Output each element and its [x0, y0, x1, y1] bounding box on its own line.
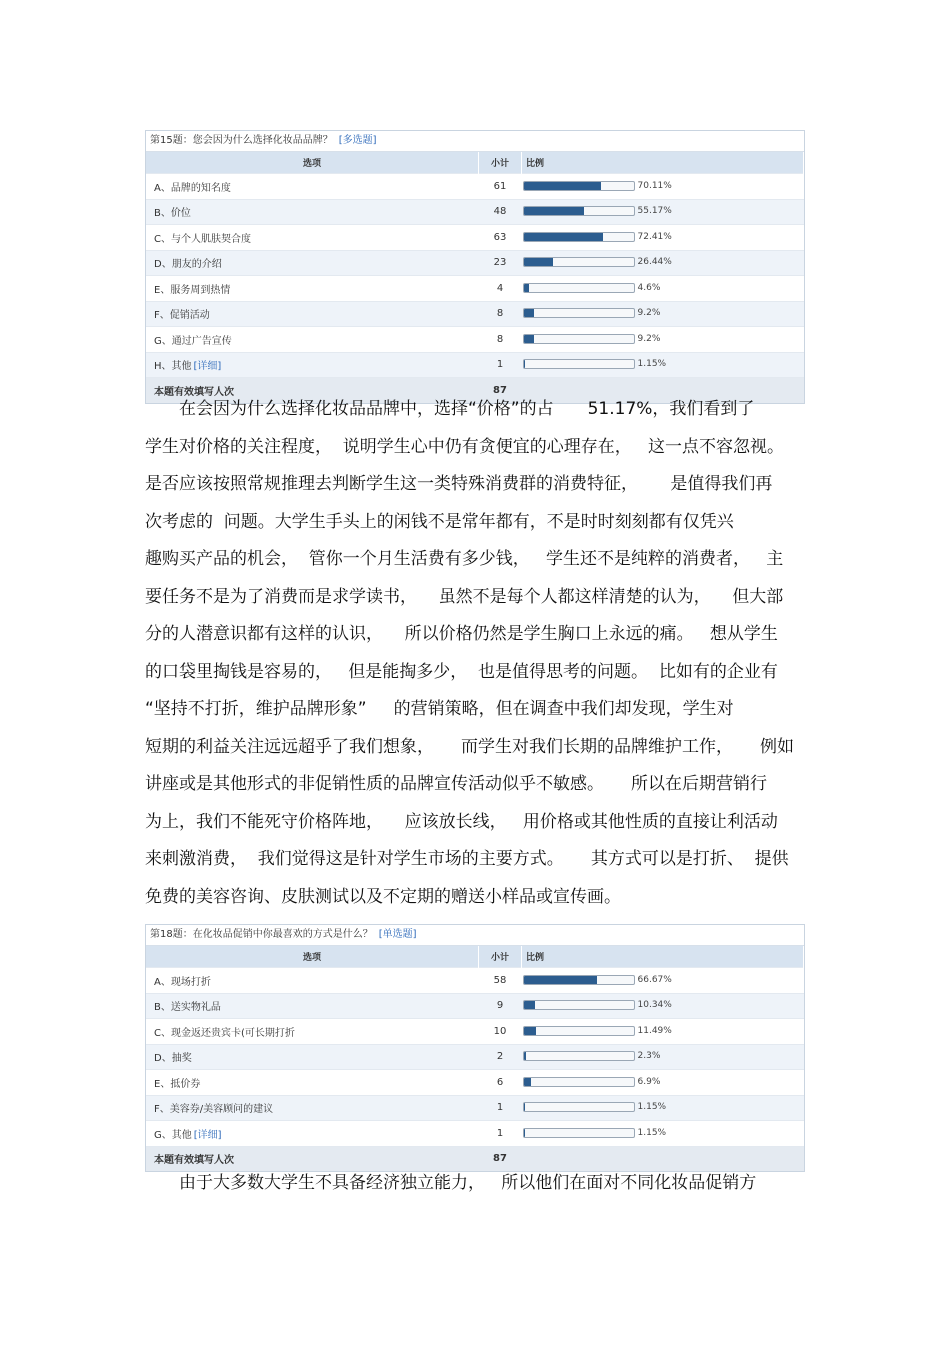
survey-table-q15 [145, 130, 805, 404]
progress-bar-fill [524, 233, 604, 241]
progress-bar [523, 1000, 635, 1010]
progress-bar [523, 206, 635, 216]
percentage-label: 55.17% [637, 206, 672, 217]
ratio-cell [522, 225, 804, 251]
text-line: 次考虑的 问题。大学生手头上的闲钱不是常年都有，不是时时刻刻都有仅凭兴 [145, 511, 734, 532]
option-label: H、其他 [154, 361, 192, 373]
percentage-label: 1.15% [637, 1127, 667, 1138]
count-cell: 8 [479, 327, 522, 353]
results-table [146, 946, 804, 1171]
count-cell: 23 [479, 250, 522, 276]
option-label: D、抽奖 [154, 1053, 192, 1065]
progress-bar [523, 257, 635, 267]
option-cell [146, 250, 479, 276]
progress-bar [523, 1102, 635, 1112]
ratio-cell [522, 1121, 804, 1147]
option-label: E、服务周到热情 [154, 284, 231, 296]
option-label: D、朋友的介绍 [154, 259, 222, 271]
percentage-label: 26.44% [637, 257, 672, 268]
table-row [146, 276, 804, 302]
detail-link[interactable]: [详细] [193, 361, 222, 373]
percentage-label: 9.2% [637, 333, 661, 344]
table-row [146, 993, 804, 1019]
count-cell: 10 [479, 1019, 522, 1045]
option-label: G、通过广告宣传 [154, 335, 232, 347]
progress-bar-fill [524, 976, 597, 984]
detail-link[interactable]: [详细] [193, 1129, 222, 1141]
table-row [146, 968, 804, 994]
percentage-label: 9.2% [637, 308, 661, 319]
ratio-cell [522, 968, 804, 994]
progress-bar [523, 1026, 635, 1036]
option-cell [146, 1019, 479, 1045]
body-paragraph-1 [145, 391, 810, 916]
percentage-label: 2.3% [637, 1051, 661, 1062]
table-row [146, 1121, 804, 1147]
text-line: “坚持不打折，维护品牌形象” 的营销策略，但在调查中我们却发现，学生对 [145, 699, 734, 719]
text-line: 免费的美容咨询、皮肤测试以及不定期的赠送小样品或宣传画。 [145, 886, 621, 907]
count-cell: 63 [479, 225, 522, 251]
progress-bar [523, 334, 635, 344]
progress-bar [523, 1077, 635, 1087]
progress-bar-fill [524, 309, 534, 317]
progress-bar [523, 283, 635, 293]
question-type-tag[interactable]: [多选题] [338, 135, 377, 146]
count-cell: 48 [479, 199, 522, 225]
ratio-cell [522, 352, 804, 378]
progress-bar-fill [524, 1103, 525, 1111]
table-row [146, 1070, 804, 1096]
header-count[interactable]: 小计 [479, 946, 522, 968]
option-cell [146, 276, 479, 302]
count-cell: 58 [479, 968, 522, 994]
question-type-tag[interactable]: [单选题] [378, 929, 417, 940]
progress-bar-fill [524, 182, 601, 190]
table-row [146, 301, 804, 327]
ratio-cell [522, 1019, 804, 1045]
progress-bar [523, 232, 635, 242]
ratio-cell [522, 301, 804, 327]
ratio-cell [522, 327, 804, 353]
option-label: C、与个人肌肤契合度 [154, 233, 251, 245]
header-count[interactable]: 小计 [479, 152, 522, 174]
ratio-cell [522, 993, 804, 1019]
count-cell: 4 [479, 276, 522, 302]
progress-bar-fill [524, 207, 585, 215]
table-row [146, 327, 804, 353]
progress-bar-fill [524, 1052, 527, 1060]
progress-bar-fill [524, 360, 525, 368]
progress-bar [523, 181, 635, 191]
progress-bar [523, 308, 635, 318]
question-title [146, 925, 804, 946]
option-cell [146, 1095, 479, 1121]
option-label: A、品牌的知名度 [154, 182, 231, 194]
progress-bar-fill [524, 1129, 525, 1137]
progress-bar-fill [524, 1078, 532, 1086]
option-label: F、促销活动 [154, 310, 210, 322]
percentage-label: 70.11% [637, 180, 672, 191]
body-paragraph-2 [145, 1165, 810, 1203]
progress-bar-fill [524, 258, 553, 266]
option-label: E、抵价券 [154, 1078, 201, 1090]
option-cell [146, 174, 479, 200]
text-line: 来刺激消费， 我们觉得这是针对学生市场的主要方式。 其方式可以是打折、 提供 [145, 849, 789, 869]
header-option[interactable]: 选项 [146, 946, 479, 968]
progress-bar-fill [524, 1001, 535, 1009]
table-row [146, 174, 804, 200]
results-table [146, 152, 804, 403]
percentage-label: 66.67% [637, 974, 672, 985]
option-cell [146, 1070, 479, 1096]
table-row [146, 250, 804, 276]
percentage-label: 4.6% [637, 282, 661, 293]
table-row [146, 225, 804, 251]
text-line: 趣购买产品的机会， 管你一个月生活费有多少钱， 学生还不是纯粹的消费者， 主 [145, 549, 784, 569]
ratio-cell [522, 199, 804, 225]
count-cell: 6 [479, 1070, 522, 1096]
text-line: 学生对价格的关注程度， 说明学生心中仍有贪便宜的心理存在， 这一点不容忽视。 [145, 436, 785, 457]
percentage-label: 11.49% [637, 1025, 672, 1036]
ratio-cell [522, 1070, 804, 1096]
ratio-cell [522, 174, 804, 200]
count-cell: 1 [479, 1095, 522, 1121]
option-cell [146, 1121, 479, 1147]
option-label: G、其他 [154, 1129, 192, 1141]
count-cell: 9 [479, 993, 522, 1019]
progress-bar [523, 1051, 635, 1061]
progress-bar [523, 1128, 635, 1138]
option-cell [146, 1044, 479, 1070]
text-line: 为上，我们不能死守价格阵地， 应该放长线， 用价格或其他性质的直接让利活动 [145, 811, 778, 832]
option-label: C、现金返还贵宾卡(可长期打折 [154, 1027, 295, 1039]
header-ratio: 比例 [522, 946, 804, 968]
table-row [146, 352, 804, 378]
count-cell: 8 [479, 301, 522, 327]
table-row [146, 1095, 804, 1121]
question-title-text: 第15题：您会因为什么选择化妆品品牌？ [150, 135, 333, 146]
count-cell: 61 [479, 174, 522, 200]
option-cell [146, 225, 479, 251]
total-label: 本题有效填写人次 [146, 378, 479, 403]
table-row [146, 1044, 804, 1070]
text-line: 是否应该按照常规推理去判断学生这一类特殊消费群的消费特征， 是值得我们再 [145, 474, 773, 494]
table-row [146, 1019, 804, 1045]
progress-bar-fill [524, 335, 534, 343]
total-label: 本题有效填写人次 [146, 1146, 479, 1171]
option-cell [146, 993, 479, 1019]
survey-table-q18 [145, 924, 805, 1172]
text-line: 分的人潜意识都有这样的认识， 所以价格仍然是学生胸口上永远的痛。 想从学生 [145, 624, 778, 644]
percentage-label: 10.34% [637, 1000, 672, 1011]
ratio-cell [522, 1044, 804, 1070]
text-line: 由于大多数大学生不具备经济独立能力， 所以他们在面对不同化妆品促销方 [145, 1173, 757, 1193]
option-label: B、价位 [154, 208, 191, 220]
progress-bar-fill [524, 1027, 537, 1035]
ratio-cell [522, 250, 804, 276]
text-line: 短期的利益关注远远超乎了我们想象， 而学生对我们长期的品牌维护工作， 例如 [145, 736, 795, 757]
percentage-label: 6.9% [637, 1076, 661, 1087]
option-cell [146, 968, 479, 994]
count-cell: 2 [479, 1044, 522, 1070]
option-label: F、美容券/美容顾问的建议 [154, 1104, 274, 1116]
total-count: 87 [479, 378, 522, 403]
option-cell [146, 352, 479, 378]
question-title-text: 第18题：在化妆品促销中你最喜欢的方式是什么？ [150, 929, 373, 940]
text-line: 的口袋里掏钱是容易的， 但是能掏多少， 也是值得思考的问题。 比如有的企业有 [145, 661, 778, 682]
header-ratio: 比例 [522, 152, 804, 174]
progress-bar [523, 359, 635, 369]
percentage-label: 1.15% [637, 1102, 667, 1113]
progress-bar [523, 975, 635, 985]
ratio-cell [522, 1095, 804, 1121]
option-label: A、现场打折 [154, 976, 211, 988]
table-row [146, 199, 804, 225]
count-cell: 1 [479, 352, 522, 378]
question-title [146, 131, 804, 152]
percentage-label: 1.15% [637, 359, 667, 370]
option-cell [146, 199, 479, 225]
text-line: 讲座或是其他形式的非促销性质的品牌宣传活动似乎不敏感。 所以在后期营销行 [145, 774, 768, 794]
option-label: B、送实物礼品 [154, 1002, 221, 1014]
ratio-cell [522, 276, 804, 302]
total-count: 87 [479, 1146, 522, 1171]
text-line: 要任务不是为了消费而是求学读书， 虽然不是每个人都这样清楚的认为， 但大部 [145, 586, 784, 607]
text-line: 在会因为什么选择化妆品品牌中，选择“价格”的占 51.17%，我们看到了 [145, 399, 755, 419]
percentage-label: 72.41% [637, 231, 672, 242]
option-cell [146, 327, 479, 353]
progress-bar-fill [524, 284, 529, 292]
option-cell [146, 301, 479, 327]
header-option[interactable]: 选项 [146, 152, 479, 174]
count-cell: 1 [479, 1121, 522, 1147]
